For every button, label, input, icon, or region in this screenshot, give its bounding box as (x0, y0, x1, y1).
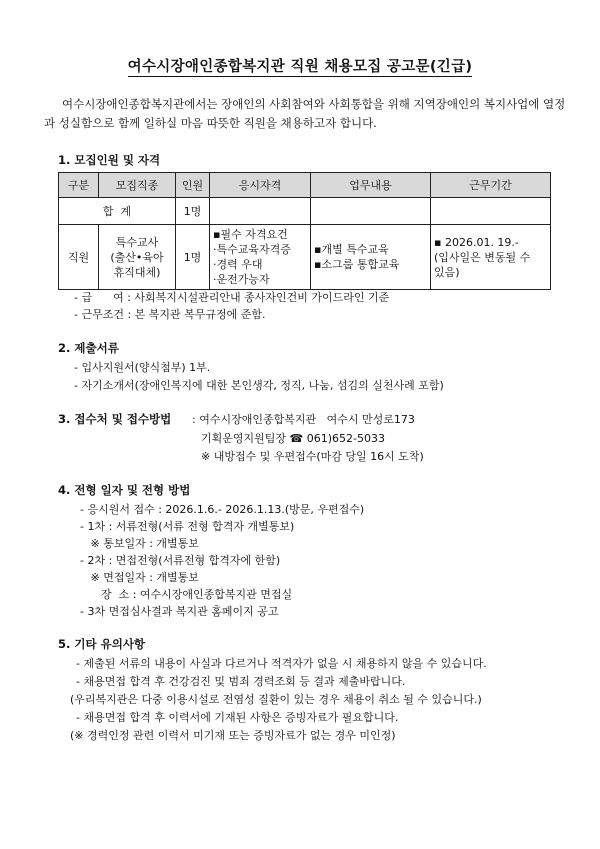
table-header-row (59, 173, 551, 198)
schedule-item: ※ 면접일자 : 개별통보 (80, 571, 199, 584)
notice-item: - 제출된 서류의 내용이 사실과 다르거나 적격자가 없을 시 채용하지 않을 수 있습니다. (76, 657, 487, 670)
title-text: 여수시장애인종합복지관 직원 채용모집 공고문(긴급) (127, 59, 473, 75)
empty-cell (210, 198, 311, 225)
qualification-line: ·경력 우대 (213, 258, 263, 271)
count-cell: 1명 (176, 225, 210, 290)
section-2-heading: 2. 제출서류 (58, 341, 119, 355)
schedule-item: 장 소 : 여수시장애인종합복지관 면접실 (80, 588, 293, 601)
schedule-item: - 3차 면접심사결과 복지관 홈페이지 공고 (80, 605, 279, 618)
qualification-line: ▪필수 자격요건 (213, 228, 288, 241)
empty-cell (431, 198, 551, 225)
table-row (59, 225, 551, 290)
job-line: 특수교사 (115, 235, 159, 249)
header-cell: 인원 (176, 173, 210, 198)
page-title (0, 55, 600, 76)
total-count: 1명 (176, 198, 210, 225)
notice-item: (※ 경력인정 관련 이력서 미기재 또는 증빙자료가 없는 경우 미인정) (70, 729, 396, 742)
header-cell: 구분 (59, 173, 99, 198)
notice-item: - 채용면접 합격 후 건강검진 및 범죄 경력조회 등 결과 제출바랍니다. (76, 675, 406, 688)
reception-contact: 기획운영지원팀장 ☎ 061)652-5033 (201, 432, 385, 445)
notice-item: - 채용면접 합격 후 이력서에 기재된 사항은 증빙자료가 필요합니다. (76, 711, 399, 724)
salary-note: - 급 여 : 사회복지시설관리안내 종사자인건비 가이드라인 기준 (74, 291, 390, 304)
work-condition-note: - 근무조건 : 본 복지관 복무규정에 준함. (74, 308, 266, 321)
period-line: (입사일은 변동될 수 (434, 250, 531, 264)
duty-line: ▪소그룹 통합교육 (314, 258, 400, 271)
qualification-line: ·특수교육자격증 (213, 243, 291, 256)
duty-line: ▪개별 특수교육 (314, 243, 389, 256)
header-cell: 응시자격 (210, 173, 311, 198)
category-cell: 직원 (59, 225, 99, 290)
header-cell: 모집직종 (99, 173, 176, 198)
section-4-heading: 4. 전형 일자 및 전형 방법 (58, 483, 191, 497)
reception-address: : 여수시장애인종합복지관 여수시 만성로173 (192, 413, 415, 426)
schedule-item: - 응시원서 접수 : 2026.1.6.- 2026.1.13.(방문, 우편접수) (80, 503, 365, 516)
job-line: 휴직대체) (113, 265, 161, 279)
document-item: - 자기소개서(장애인복지에 대한 본인생각, 정직, 나눔, 섬김의 실천사례 포함) (74, 379, 444, 392)
intro-paragraph: 여수시장애인종합복지관에서는 장애인의 사회참여와 사회통합을 위해 지역장애인의 복지사업에 열정과 성실함으로 함께 일하실 마음 따뜻한 직원을 채용하고자 합니다. (44, 97, 566, 130)
schedule-item: ※ 통보일자 : 개별통보 (80, 537, 199, 550)
header-cell: 업무내용 (311, 173, 431, 198)
section-1-heading: 1. 모집인원 및 자격 (58, 153, 161, 167)
section-3-heading: 3. 접수처 및 접수방법 (58, 412, 172, 426)
recruitment-table (58, 172, 551, 290)
header-cell: 근무기간 (431, 173, 551, 198)
schedule-item: - 2차 : 면접전형(서류전형 합격자에 한함) (80, 554, 281, 567)
table-total-row (59, 198, 551, 225)
empty-cell (311, 198, 431, 225)
period-cell (431, 225, 551, 290)
period-line: 있음) (434, 265, 460, 279)
period-line: ▪ 2026.01. 19.- (434, 235, 519, 249)
qualification-cell (210, 225, 311, 290)
duties-cell (311, 225, 431, 290)
document-item: - 입사지원서(양식첨부) 1부. (74, 361, 211, 374)
job-cell (99, 225, 176, 290)
reception-note: ※ 내방접수 및 우편접수(마감 당일 16시 도착) (201, 450, 424, 463)
notice-item: (우리복지관은 다중 이용시설로 전염성 질환이 있는 경우 채용이 취소 될 수 있습니다.) (70, 693, 482, 706)
job-line: (출산•육아 (110, 250, 164, 264)
section-5-heading: 5. 기타 유의사항 (58, 637, 146, 651)
qualification-line: ·운전가능자 (213, 273, 270, 286)
schedule-item: - 1차 : 서류전형(서류 전형 합격자 개별통보) (80, 520, 295, 533)
total-label: 합 계 (59, 198, 176, 225)
